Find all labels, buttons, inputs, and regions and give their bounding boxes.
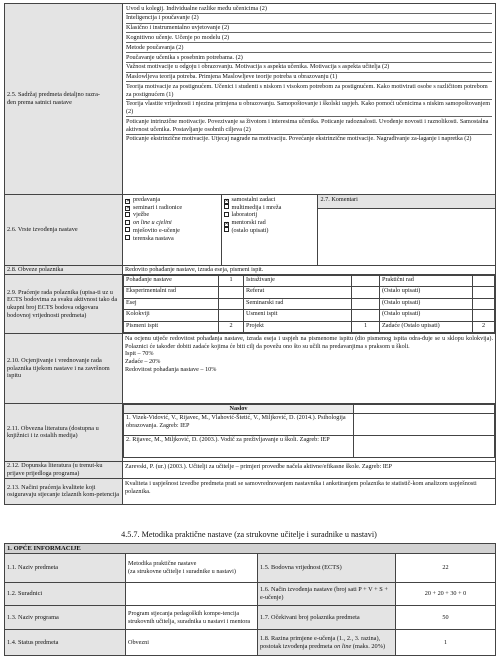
- ects-value: 22: [396, 554, 496, 583]
- label-2-7: 2.7. Komentari: [318, 195, 496, 209]
- row-teaching-types: [5, 195, 496, 266]
- row-quality: [5, 478, 496, 504]
- info-row: [5, 554, 496, 583]
- book-entry: 2. Rijavec, M., Miljković, D. (2003.). Vodič za preživljavanje u školi. Zagreb: IEP: [124, 435, 354, 457]
- monitoring-row: Pohađanje nastave 1 Istraživanje Praktični rad: [124, 276, 495, 287]
- row-monitoring: [5, 275, 496, 334]
- label-1-2: 1.2. Suradnici: [5, 583, 126, 606]
- course-name-value: Metodika praktične nastave (za strukovne učitelje i suradnike u nastavi): [126, 554, 258, 583]
- content-item: Klasično i instrumentalno uvjetovanje (2): [126, 24, 492, 34]
- course-details-table: [4, 3, 496, 505]
- general-info-table: [4, 543, 496, 656]
- checked-box-icon: ✕: [126, 205, 131, 212]
- monitoring-row: Pismeni ispit 2 Projekt 1 Zadaće (Ostalo upisati) 2: [124, 321, 495, 332]
- grading-item: Ispit – 70%: [125, 350, 154, 358]
- status-value: Obvezni: [126, 630, 258, 656]
- row-obligations: [5, 266, 496, 275]
- empty-box-icon: [224, 227, 229, 232]
- empty-box-icon: [125, 220, 130, 225]
- obligations-value: Redovito pohađanje nastave, izrada eseja, pismeni ispit.: [123, 266, 496, 275]
- label-1-4: 1.4. Status predmeta: [5, 630, 126, 656]
- label-1-5: 1.5. Bodovna vrijednost (ECTS): [258, 554, 396, 583]
- content-item: Važnost motivacije u odgoju i obrazovanju. Motivacija s aspekta učenika. Motivacija s aspekta učitelja (2): [126, 63, 492, 73]
- row-grading: [5, 333, 496, 403]
- checked-box-icon: ✕: [126, 197, 131, 204]
- empty-box-icon: [224, 212, 229, 217]
- info-row: [5, 606, 496, 630]
- general-info-title: 1. OPĆE INFORMACIJE: [5, 544, 496, 554]
- row-supplementary: [5, 461, 496, 478]
- label-2-8: 2.8. Obveze polaznika: [5, 266, 123, 275]
- content-item: Teorija vlastite vrijednosti i njezina primjena u obrazovanju. Samopoštovanje i školski uspjeh. Kako pomoći učenicima s niskim samopoštovanjem (2): [126, 100, 492, 118]
- monitoring-row: Eksperimentalni rad Referat (Ostalo upisati): [124, 287, 495, 298]
- checkbox-laboratorij[interactable]: laboratorij: [224, 211, 315, 219]
- grading-item: Zadaće – 20%: [125, 358, 161, 366]
- checkbox-seminari[interactable]: ✕ seminari i radionice: [126, 203, 183, 212]
- empty-box-icon: [125, 235, 130, 240]
- label-2-6: 2.6. Vrste izvođenja nastave: [5, 195, 123, 266]
- monitoring-row: Kolokviji Usmeni ispit (Ostalo upisati): [124, 310, 495, 321]
- row-literature: [5, 403, 496, 461]
- grading-paragraph: Na ocjenu utječe redovitost pohađanja nastave, izrada eseja i uspjeh na pismenome ispitu (dio pismenog ispita odra-đuje se u sklopu kolokvija). Polaznici će također dobiti zadaće kojima će biti cilj da povežu ono što su učili na predavanjima s praksom u školi.: [125, 334, 493, 350]
- literature-grid: [123, 404, 495, 458]
- content-item: Inteligencija i poučavanje (2): [126, 14, 492, 24]
- content-item: Poticanje intrinzične motivacije. Povezivanje sa životom i interesima učenika. Poticanje radoznalosti. Uvođenje novosti i raznolikosti. Samostalna aktivnost učenika. Postavljanje osobnih ciljeva (2): [126, 117, 492, 135]
- label-1-6: 1.6. Način izvođenja nastave (broj sati P + V + S + e-učenje): [258, 583, 396, 606]
- content-item: Maslowljeva teorija potreba. Primjena Maslowljeve teorije potreba u obrazovanju (1): [126, 73, 492, 83]
- content-item: Uvod u kolegij. Individualne razlike među učenicima (2): [126, 4, 492, 14]
- teaching-types-grid: [123, 195, 495, 265]
- program-value: Program stjecanja pedagoških kompe-tencija strukovnih učitelja, suradnika u nastavi i mentora: [126, 606, 258, 630]
- label-2-11: 2.11. Obvezna literatura (dostupna u knjižnici i iz ostalih medija): [5, 403, 123, 461]
- row-content: [5, 4, 496, 195]
- empty-box-icon: [125, 212, 130, 217]
- grading-item: Redovitost pohađanja nastave – 10%: [125, 365, 217, 373]
- elearning-value: 1: [396, 630, 496, 656]
- quality-value: Kvaliteta i uspješnost izvedbe predmeta prati se samovrednovanjem nastavnika i anketiranjem polaznika te statistič-kom analizom uspješnosti polaznika.: [123, 478, 496, 504]
- checkbox-samostalni[interactable]: ✕ samostalni zadaci: [224, 196, 276, 204]
- book-entry: 1. Vizek-Vidović, V., Rijavec, M., Vlahović-Štetić, V., Miljković, D. (2014.). Psihologija obrazovanja. Zagreb: IEP: [124, 413, 354, 435]
- literature-header: Naslov: [124, 404, 354, 413]
- label-2-13: 2.13. Načini praćenja kvalitete koji osiguravaju stjecanje izlaznih kom-petencija: [5, 478, 123, 504]
- label-2-5: 2.5. Sadržaj predmeta detaljno razra- đen prema satnici nastave: [5, 4, 123, 195]
- grading-text: [123, 333, 496, 403]
- label-1-3: 1.3. Naziv programa: [5, 606, 126, 630]
- checkbox-vjezbe[interactable]: vježbe: [125, 211, 219, 219]
- teaching-col-1: [123, 195, 221, 265]
- content-item: Kognitivno učenje. Učenje po modelu (2): [126, 33, 492, 43]
- info-row: [5, 630, 496, 656]
- hours-value: 20 + 20 + 30 + 0: [396, 583, 496, 606]
- comments-area: [317, 195, 495, 265]
- label-1-8: 1.8. Razina primjene e-učenja (1., 2., 3. razina), postotak izvođenja predmeta on line (maks. 20%): [258, 630, 396, 656]
- content-item: Poticanje ekstrinzične motivacije. Utjecaj nagrade na motivaciju. Povećanje ekstrinzične motivacije. Nagrađivanje za-laganje i napretka (2): [126, 135, 472, 143]
- content-item: Teorija motivacije za postignućem. Učenici i studenti s niskom i visokom potrebom za postignućem. Kako motivirati osobe s različitom potrebom za postignućem (1): [126, 82, 492, 100]
- checkbox-mentorski[interactable]: ✕ mentorski rad: [224, 219, 266, 227]
- checkbox-terenska[interactable]: terenska nastava: [125, 235, 219, 243]
- label-2-12: 2.12. Dopunska literatura (u trenut-ku prijave prijedloga programa): [5, 461, 123, 478]
- teaching-col-2: [221, 195, 317, 265]
- participants-value: 50: [396, 606, 496, 630]
- checkbox-mjesovito[interactable]: mješovito e-učenje: [125, 227, 219, 235]
- supplementary-value: Zarevski, P. (ur.) (2003.). Učitelji za učitelje – primjeri provedbe načela aktivne/efikasne škole. Zagreb: IEP: [123, 461, 496, 478]
- label-2-9: 2.9. Praćenje rada polaznika (upisa-ti uz u ECTS bodovima za svaku aktivnost tako da ukupni broj ECTS bodova odgovara bodovnoj vrijednosti predmeta): [7, 288, 118, 319]
- checked-box-icon: ✕: [224, 220, 229, 227]
- checkbox-predavanja[interactable]: ✕ predavanja: [126, 196, 161, 204]
- section-heading: 4.5.7. Metodika praktične nastave (za strukovne učitelje i suradnike u nastavi): [121, 530, 377, 539]
- content-list: [123, 4, 496, 195]
- collaborators-value: [126, 583, 258, 606]
- empty-box-icon: [125, 227, 130, 232]
- label-2-10: 2.10. Ocjenjivanje i vrednovanje rada polaznika tijekom nastave i na završnom ispitu: [5, 333, 123, 403]
- checkbox-multimedija[interactable]: multimedija i mreža: [224, 204, 315, 212]
- empty-box-icon: [224, 204, 229, 209]
- checkbox-online[interactable]: on line u cjelini: [125, 219, 219, 227]
- label-1-7: 1.7. Očekivani broj polaznika predmeta: [258, 606, 396, 630]
- content-item: Poučavanje učenika s posebnim potrebama. (2): [126, 53, 492, 63]
- checkbox-ostalo[interactable]: (ostalo upisati): [224, 227, 315, 235]
- monitoring-grid: [123, 275, 495, 333]
- label-1-1: 1.1. Naziv predmeta: [5, 554, 126, 583]
- monitoring-row: Esej Seminarski rad (Ostalo upisati): [124, 298, 495, 309]
- checked-box-icon: ✕: [224, 197, 229, 204]
- info-row: [5, 583, 496, 606]
- content-item: Metode poučavanja (2): [126, 43, 492, 53]
